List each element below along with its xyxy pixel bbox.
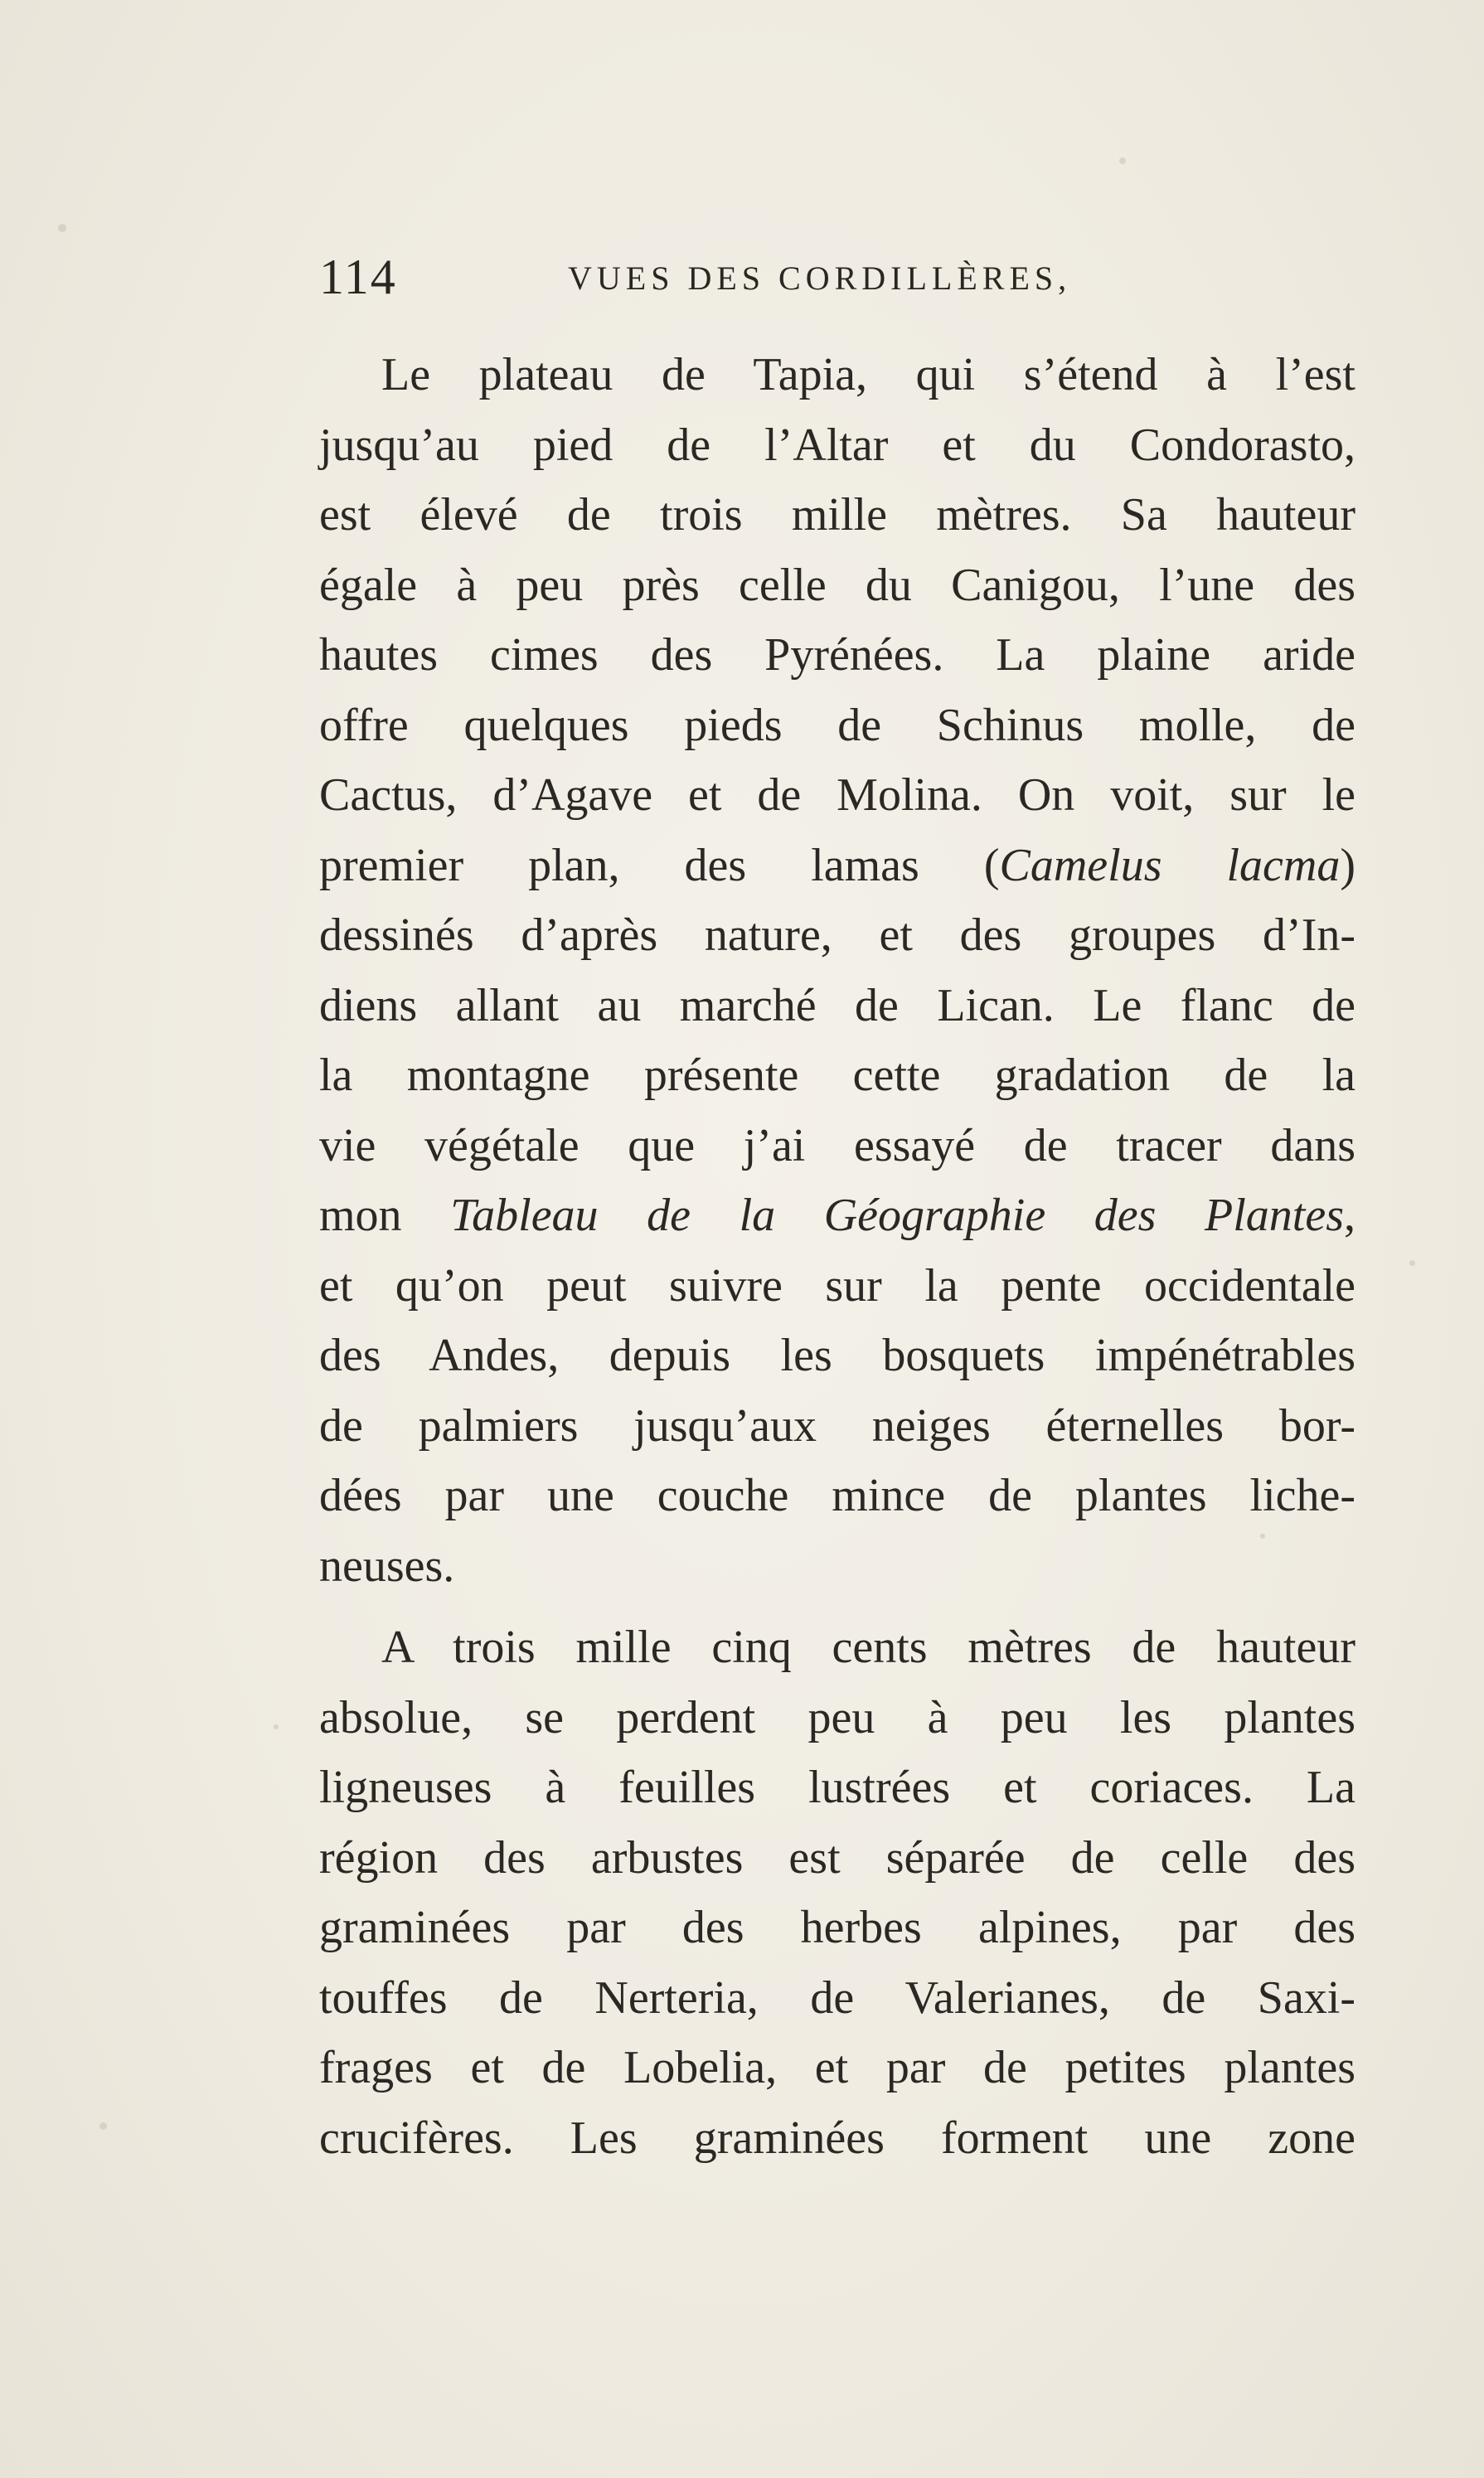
text-line: dées par une couche mince de plantes liche- xyxy=(319,1470,1355,1521)
text-line: est élevé de trois mille mètres. Sa hauteur xyxy=(319,489,1355,541)
text-line: vie végétale que j’ai essayé de tracer dans xyxy=(319,1119,1355,1171)
text-line: frages et de Lobelia, et par de petites plantes xyxy=(319,2042,1355,2093)
page-header xyxy=(319,249,1355,315)
italic-work-title: Tableau de la Géographie des Plantes xyxy=(450,1190,1344,1241)
text-line: A trois mille cinq cents mètres de hauteur xyxy=(381,1622,1355,1673)
text-line: jusqu’au pied de l’Altar et du Condorasto, xyxy=(319,419,1355,471)
text-line: la montagne présente cette gradation de la xyxy=(319,1050,1355,1101)
page-number: 114 xyxy=(319,250,397,304)
paper-speck xyxy=(58,224,66,232)
text-line: neuses. xyxy=(319,1540,455,1592)
paper-speck xyxy=(274,1724,279,1729)
text-line: offre quelques pieds de Schinus molle, de xyxy=(319,699,1355,751)
text-line-with-italic xyxy=(319,1181,1355,1251)
text-line: graminées par des herbes alpines, par des xyxy=(319,1902,1355,1953)
running-head: VUES DES CORDILLÈRES, xyxy=(568,259,1072,297)
paper-speck xyxy=(1119,158,1126,164)
text-line: hautes cimes des Pyrénées. La plaine aride xyxy=(319,629,1355,681)
text-line: de palmiers jusqu’aux neiges éternelles bor- xyxy=(319,1399,1355,1452)
text-fragment: ) xyxy=(1340,839,1355,891)
text-fragment: , xyxy=(1344,1190,1355,1241)
text-line: Cactus, d’Agave et de Molina. On voit, sur le xyxy=(319,769,1355,821)
text-line: Le plateau de Tapia, qui s’étend à l’est xyxy=(381,349,1355,400)
italic-species-name: Camelus lacma xyxy=(999,839,1341,891)
paragraph-gap xyxy=(319,1601,1355,1612)
text-line-with-italic xyxy=(319,831,1355,901)
text-fragment: mon xyxy=(319,1190,451,1241)
text-line: touffes de Nerteria, de Valerianes, de Saxi- xyxy=(319,1971,1355,2024)
text-line: égale à peu près celle du Canigou, l’une des xyxy=(319,559,1355,611)
text-line: dessinés d’après nature, et des groupes d’In- xyxy=(319,909,1355,961)
text-line: des Andes, depuis les bosquets impénétrables xyxy=(319,1330,1355,1381)
text-fragment: premier plan, des lamas ( xyxy=(319,839,1000,891)
text-line: région des arbustes est séparée de celle des xyxy=(319,1831,1355,1884)
text-line: ligneuses à feuilles lustrées et coriaces. La xyxy=(319,1762,1355,1813)
text-line: et qu’on peut suivre sur la pente occidentale xyxy=(319,1259,1355,1312)
text-line: diens allant au marché de Lican. Le flanc de xyxy=(319,979,1355,1031)
paper-speck xyxy=(99,2122,107,2130)
paper-speck xyxy=(1409,1260,1415,1266)
text-line: absolue, se perdent peu à peu les plantes xyxy=(319,1691,1355,1743)
body-text xyxy=(319,340,1355,2173)
text-line: crucifères. Les graminées forment une zone xyxy=(319,2112,1355,2164)
